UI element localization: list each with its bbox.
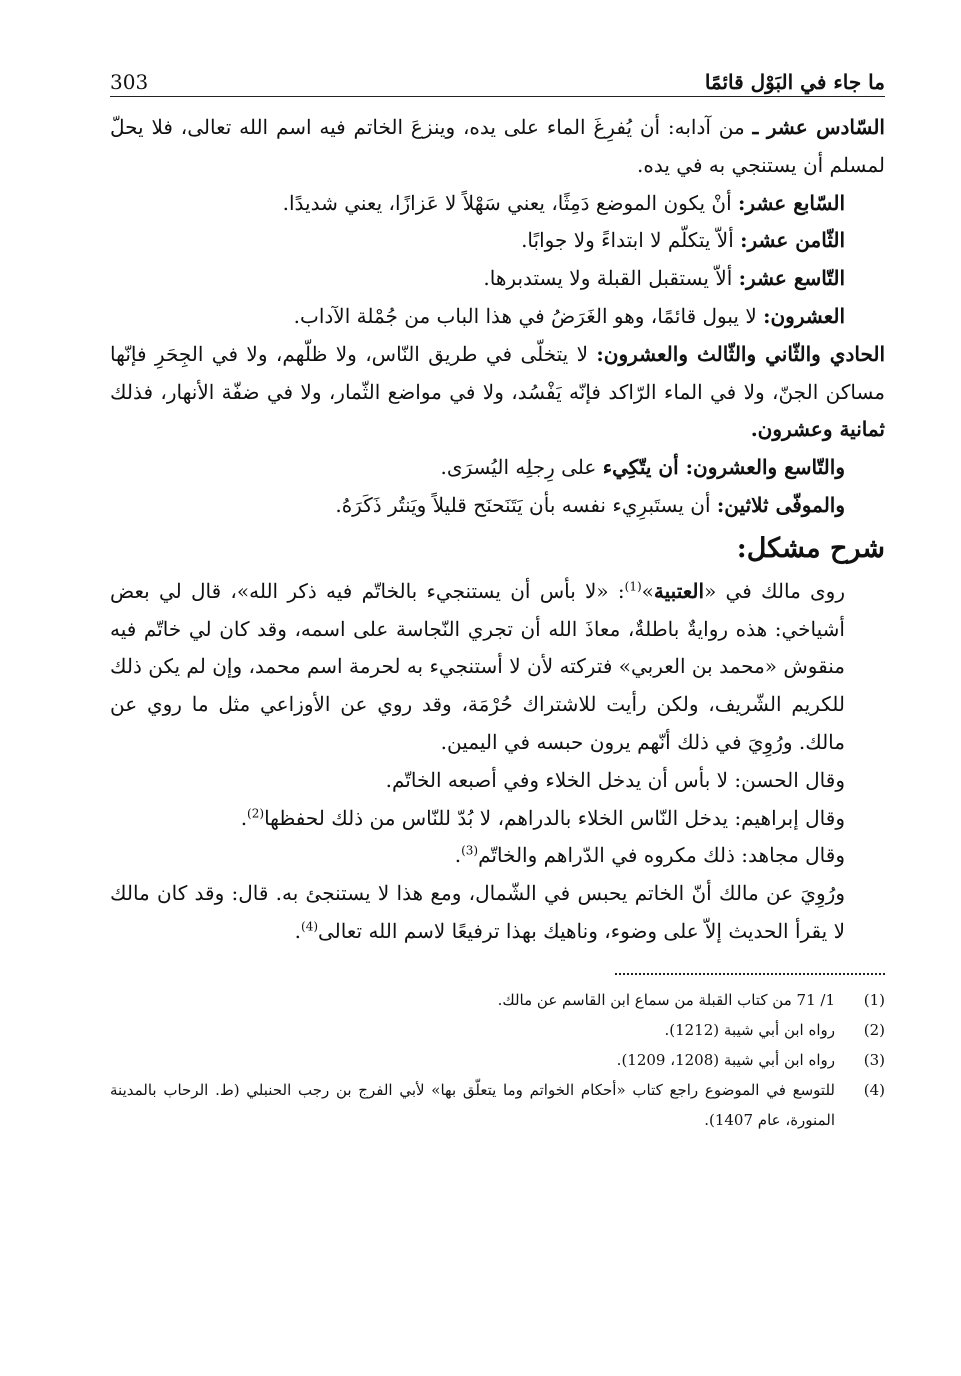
section-heading: شرح مشكل: — [736, 532, 885, 564]
footnote-ref[interactable]: (1) — [624, 579, 642, 594]
footnote-number: (3) — [863, 1050, 885, 1069]
paragraph-16 — [110, 109, 885, 185]
commentary-pre: روى مالك في « — [704, 578, 845, 603]
paragraph-21-28 — [110, 336, 885, 449]
paragraph-lead: التّاسع عشر: — [738, 266, 845, 291]
paragraph-text: ألاّ يستقبل القبلة ولا يستدبرها. — [483, 266, 739, 291]
main-text — [110, 109, 885, 951]
paragraph-17 — [110, 185, 885, 223]
paragraph-text: أن يستَبرِيء نفسه بأن يَتَنَحنَح قليلاً ويَنتُر ذَكَرَهُ. — [335, 492, 717, 517]
paragraph-text: من آدابه: أن يُفرِغَ الماء على يده، وينزعَ الخاتم فيه اسم الله تعالى، فلا يحلّ لمسلم أن يستنجي به في يده. — [110, 115, 885, 177]
footnote-4 — [110, 1075, 885, 1135]
footnote-text: للتوسع في الموضوع راجع كتاب «أحكام الخواتم وما يتعلّق بها» لأبي الفرج بن رجب الحنبلي (ط. الرحاب بالمدينة المنورة، عام 1407). — [110, 1080, 835, 1129]
paragraph-tail: ثمانية وعشرون. — [750, 417, 885, 442]
commentary-3 — [110, 800, 885, 838]
footnote-1 — [110, 985, 885, 1015]
paragraph-text: أنْ يكون الموضع دَمِثًا، يعني سَهْلاً لا عَزازًا، يعني شديدًا. — [282, 190, 739, 215]
footnote-text: 1/ 71 من كتاب القبلة من سماع ابن القاسم عن مالك. — [497, 990, 835, 1009]
footnote-number: (1) — [863, 990, 885, 1009]
footnote-3 — [110, 1045, 885, 1075]
paragraph-lead: السّابع عشر: — [738, 190, 845, 215]
page-number: 303 — [110, 70, 149, 94]
commentary-end: . — [294, 918, 301, 943]
footnote-number: (4) — [863, 1080, 885, 1099]
commentary-text: وقال الحسن: لا بأس أن يدخل الخلاء وفي أصبعه الخاتّم. — [385, 767, 845, 792]
paragraph-text: ألاّ يتكلّم لا ابتداءً ولا جوابًا. — [521, 228, 741, 253]
commentary-post: » — [641, 578, 654, 603]
commentary-text: : «لا بأس أن يستنجيء بالخاتّم فيه ذكر الله»، قال لي بعض أشياخي: هذه روايةٌ باطلةٌ، معاذَ الله أن تجري النّجاسة على اسمه، وقد كان لي خاتّم فيه منقوش «محمد بن العربي» فتركته لأن لا أستنجيء به لحرمة اسم محمد، وإن لم يكن ذلك للكريم الشّريف، ولكن رأيت للاشتراك حُرْمَة، وقد روي عن الأوزاعي مثل ما روي عن مالك. ورُوِيَ في ذلك أنّهم يرون حبسه في اليمين. — [110, 578, 845, 754]
paragraph-30 — [110, 487, 885, 525]
footnote-text: رواه ابن أبي شيبة (1208، 1209). — [616, 1050, 835, 1069]
footnote-ref[interactable]: (2) — [247, 805, 265, 820]
book-title: العتبية — [653, 578, 705, 603]
commentary-end: . — [454, 843, 462, 868]
commentary-5 — [110, 875, 885, 951]
footnote-ref[interactable]: (3) — [461, 843, 479, 858]
commentary-end: . — [240, 805, 248, 830]
paragraph-19 — [110, 260, 885, 298]
commentary-text: وقال مجاهد: ذلك مكروه في الدّراهم والخاتّم — [478, 843, 845, 868]
footnote-ref[interactable]: (4) — [301, 919, 319, 934]
paragraph-18 — [110, 222, 885, 260]
commentary-2 — [110, 762, 885, 800]
paragraph-lead: والتّاسع والعشرون: أن يتّكِيء — [602, 455, 845, 480]
paragraph-text: على رِجلِه اليُسرَى. — [440, 455, 603, 480]
footnote-number: (2) — [863, 1020, 885, 1039]
paragraph-text: لا يبول قائمًا، وهو الغَرَضُ في هذا الباب من جُمْلة الآداب. — [293, 303, 764, 328]
commentary-4 — [110, 837, 885, 875]
page — [110, 60, 885, 1135]
running-title: ما جاء في البَوْل قائمًا — [704, 70, 885, 94]
paragraph-text: لا يتخلّى في طريق النّاس، ولا ظلّهم، ولا في الجِحَرِ فإنّها مساكن الجنّ، ولا في الماء الرّاكد فإنّه يَفْسُد، ولا في مواضع الثّمار، ولا في ضفّة الأنهار، فذلك — [110, 341, 885, 404]
paragraph-20 — [110, 298, 885, 336]
footnote-2 — [110, 1015, 885, 1045]
footnotes — [110, 985, 885, 1135]
footnote-text: رواه ابن أبي شيبة (1212). — [664, 1020, 835, 1039]
paragraph-lead: العشرون: — [763, 303, 845, 328]
paragraph-lead: السّادس عشر ـ — [752, 115, 885, 139]
commentary-1 — [110, 573, 885, 762]
paragraph-lead: الثّامن عشر: — [740, 228, 845, 253]
paragraph-lead: والموفّى ثلاثين: — [716, 492, 845, 517]
commentary-text: وقال إبراهيم: يدخل النّاس الخلاء بالدراهم، لا بُدّ للنّاس من ذلك لحفظها — [264, 805, 845, 830]
footnote-separator — [615, 973, 885, 975]
paragraph-lead: الحادي والثّاني والثّالث والعشرون: — [596, 341, 886, 366]
paragraph-29 — [110, 449, 885, 487]
page-header — [110, 60, 885, 97]
commentary-text: ورُوِيَ عن مالك أنّ الخاتم يحبس في الشّمال، ومع هذا لا يستنجئ به. قال: وقد كان مالك لا يقرأ الحديث إلاّ على وضوء، وناهيك بهذا ترفيعًا لاسم الله تعالى — [110, 881, 845, 943]
